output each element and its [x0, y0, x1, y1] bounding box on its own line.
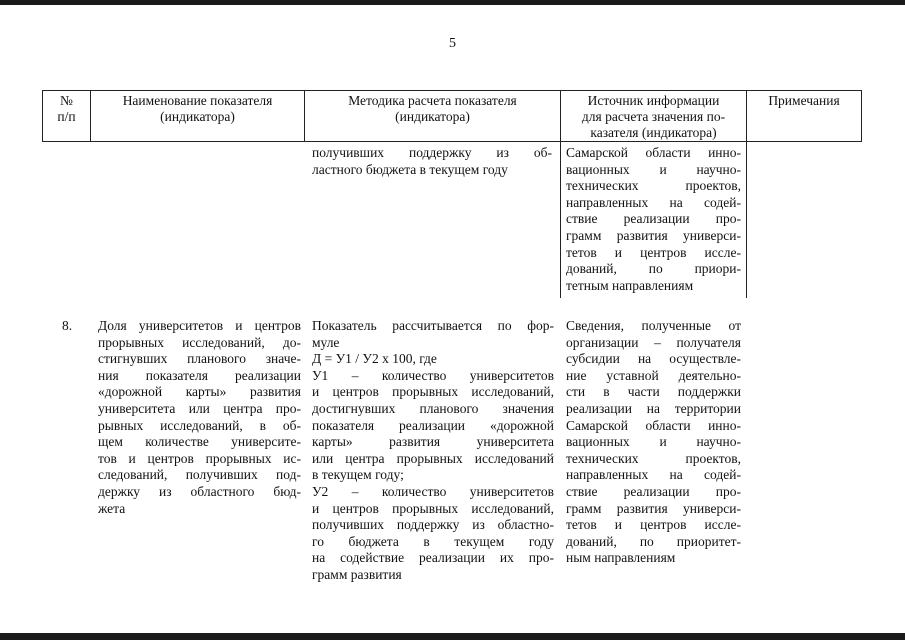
header-num-line: п/п — [57, 109, 76, 124]
text-line: карты» развития университета — [312, 434, 554, 450]
text-line: достигнувших планового значения — [312, 400, 554, 416]
header-source-line: для расчета значения по- — [581, 109, 726, 124]
text-line: держку из областного бюд- — [98, 483, 301, 499]
row8-name-cell — [98, 318, 301, 517]
row8-number — [62, 318, 86, 335]
header-notes-line: Примечания — [768, 93, 840, 108]
header-num — [42, 90, 90, 142]
text-line: тетным направлениям — [566, 277, 694, 293]
text-line: прорывных исследований, до- — [98, 334, 301, 350]
row8-source-cell — [566, 318, 741, 567]
column-divider — [560, 142, 561, 298]
text-line: щем количестве университе- — [98, 434, 301, 450]
text-line: тетов и центров иссле- — [566, 244, 741, 260]
text-line: получивших поддержку из областно- — [312, 517, 554, 533]
text-line: ствие реализации про- — [566, 211, 741, 227]
text-line: Самарской области инно- — [566, 145, 741, 160]
header-name — [90, 90, 304, 142]
text-line: в текущем году; — [312, 467, 404, 483]
text-line: стигнувших планового значе- — [98, 351, 301, 367]
text-line: тов и центров прорывных ис- — [98, 450, 301, 466]
header-source — [560, 90, 746, 142]
text-line: реализации на территории — [566, 400, 741, 416]
text-line: сти в части поддержки — [566, 384, 741, 400]
text-line: на содействие реализации их про- — [312, 550, 554, 566]
text-line: дований, по приори- — [566, 261, 741, 277]
text-line: тетов и центров иссле- — [566, 517, 741, 533]
text-line: жета — [98, 500, 126, 516]
text-line: ния показателя реализации — [98, 367, 301, 383]
text-line: направленных на содей- — [566, 194, 741, 210]
text-line: У2 – количество университетов — [312, 483, 554, 499]
text-line: ным направлениям — [566, 550, 676, 566]
text-line: грамм развития универси- — [566, 500, 741, 516]
text-line: Самарской области инно- — [566, 417, 741, 433]
text-line: и центров прорывных исследований, — [312, 500, 554, 516]
row8-method-cell — [312, 318, 554, 584]
text-line: рывных исследований, в об- — [98, 417, 301, 433]
continued-source-cell — [566, 145, 741, 294]
header-source-line: Источник информации — [587, 93, 720, 108]
bottom-scan-border — [0, 633, 905, 640]
text-line: ствие реализации про- — [566, 483, 741, 499]
text-line: вационных и научно- — [566, 434, 741, 450]
header-method — [304, 90, 560, 142]
text-line: технических проектов, — [566, 178, 741, 194]
text-line: «дорожной карты» развития — [98, 384, 301, 400]
text-line: Доля университетов и центров — [98, 318, 301, 333]
text-line: ластного бюджета в текущем году — [312, 161, 508, 177]
header-name-line: (индикатора) — [160, 109, 235, 124]
top-scan-border — [0, 0, 905, 5]
text-line: получивших поддержку из об- — [312, 145, 552, 160]
text-line: субсидии на осуществле- — [566, 351, 741, 367]
text-line: организации – получателя — [566, 334, 741, 350]
page-number: 5 — [449, 36, 456, 51]
text-line: показателя реализации «дорожной — [312, 417, 554, 433]
header-source-line: казателя (индикатора) — [590, 125, 717, 140]
text-line: У1 – количество университетов — [312, 367, 554, 383]
continued-method-cell — [312, 145, 552, 178]
text-line: муле — [312, 334, 340, 350]
column-divider — [746, 142, 747, 298]
formula-line: Д = У1 / У2 х 100, где — [312, 351, 437, 367]
text-line: следований, получивших под- — [98, 467, 301, 483]
text-line: Сведения, полученные от — [566, 318, 741, 333]
header-notes — [746, 90, 862, 142]
text-line: го бюджета в текущем году — [312, 533, 554, 549]
header-method-line: Методика расчета показателя — [348, 93, 517, 108]
text-line: технических проектов, — [566, 450, 741, 466]
text-line: грамм развития — [312, 566, 402, 582]
text-line: или центра прорывных исследований — [312, 450, 554, 466]
row-number: 8. — [62, 318, 73, 333]
text-line: вационных и научно- — [566, 161, 741, 177]
text-line: направленных на содей- — [566, 467, 741, 483]
text-line: ние уставной деятельно- — [566, 367, 741, 383]
text-line: грамм развития универси- — [566, 227, 741, 243]
text-line: Показатель рассчитывается по фор- — [312, 318, 554, 333]
text-line: дований, по приоритет- — [566, 533, 741, 549]
text-line: и центров прорывных исследований, — [312, 384, 554, 400]
header-method-line: (индикатора) — [395, 109, 470, 124]
text-line: университета или центра про- — [98, 400, 301, 416]
header-num-line: № — [60, 93, 73, 108]
header-name-line: Наименование показателя — [122, 93, 273, 108]
